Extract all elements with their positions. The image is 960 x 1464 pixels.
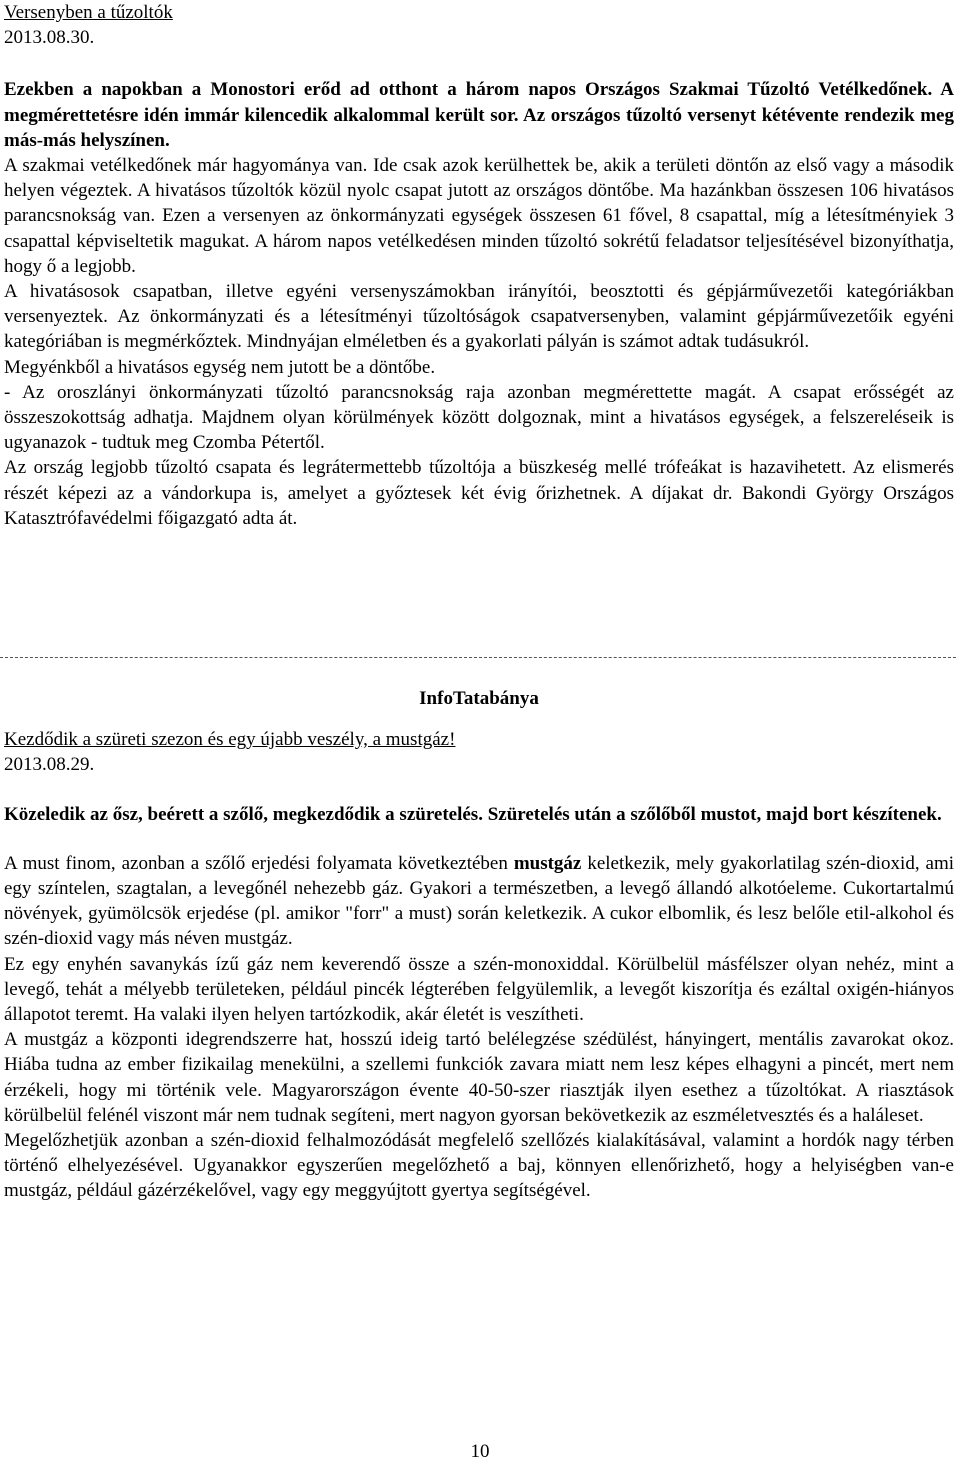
article-title-link[interactable]: Kezdődik a szüreti szezon és egy újabb veszély, a mustgáz! — [4, 729, 456, 751]
article-date: 2013.08.29. — [4, 754, 95, 776]
article-date: 2013.08.30. — [4, 27, 95, 49]
article-paragraph: Megyénkből a hivatásos egység nem jutott be a döntőbe. — [4, 356, 436, 378]
paragraph-text: keletkezik, mely gyakorlatilag szén-dioxid, ami egy színtelen, szagtalan, a levegőnél nehezebb gáz. Gyakori a természetben, a levegő állandó alkotóeleme. Cukortartalmú növények, gyümölcsök erjedése (pl. amikor "forr" a must) során keletkezik. A cukor elbomlik, és lesz belőle etil-alkohol és szén-dioxid vagy más néven mustgáz. — [4, 852, 954, 950]
article-bottom — [4, 686, 954, 1204]
article-top — [4, 0, 954, 531]
article-paragraph: A hivatásosok csapatban, illetve egyéni versenyszámokban irányítói, beosztotti és gépjárművezetői kategóriákban versenyeztek. Az önkormányzati és a létesítményi tűzoltóságok csapatversenyben, valamint gépjárművezetőik egyéni kategóriában is megmérkőztek. Mindnyájan elméletben és a gyakorlati pályán is számot adtak tudásukról. — [4, 281, 954, 353]
article-paragraph: Az ország legjobb tűzoltó csapata és legrátermettebb tűzoltója a büszkeség mellé trófeákat is hazavihetett. Az elismerés részét képezi az a vándorkupa is, amelyet a győztesek két évig őrizhetnek. A díjakat dr. Bakondi György Országos Katasztrófavédelmi főigazgató adta át. — [4, 457, 954, 529]
article-title-link[interactable]: Versenyben a tűzoltók — [4, 2, 173, 23]
article-paragraph: A szakmai vetélkedőnek már hagyománya van. Ide csak azok kerülhettek be, akik a területi döntőn az első vagy a második helyen végeztek. A hivatásos tűzoltók közül nyolc csapat jutott az országos döntőbe. Ma hazánkban összesen 106 hivatásos parancsnokság van. Ezen a versenyen az önkormányzati egységek összesen 61 fővel, 8 csapattal, míg a létesítményiek 3 csapattal képviseltetik magukat. A három napos vetélkedésen minden tűzoltó sokrétű feladatsor teljesítésével bizonyíthatja, hogy ő a legjobb. — [4, 155, 954, 277]
bold-keyword: mustgáz — [513, 852, 582, 874]
publisher-heading: InfoTatabánya — [419, 688, 539, 709]
article-lead: Ezekben a napokban a Monostori erőd ad otthont a három napos Országos Szakmai Tűzoltó Vetélkedőnek. A megmérettetésre idén immár kilencedik alkalommal került sor. Az országos tűzoltó versenyt kétévente rendezik meg más-más helyszínen. — [4, 79, 954, 151]
article-paragraph: Ez egy enyhén savanykás ízű gáz nem keverendő össze a szén-monoxiddal. Körülbelül másfélszer olyan nehéz, mint a levegő, tehát a mélyebb területeken, például pincék légterében felgyülemlik, a levegőt kiszorítja és ezáltal oxigén-hiányos állapotot teremt. Ha valaki ilyen helyen tartózkodik, akár életét is veszítheti. — [4, 953, 954, 1026]
spacer — [4, 827, 954, 851]
section-divider — [0, 657, 956, 658]
article-paragraph: A mustgáz a központi idegrendszerre hat, hosszú ideig tartó belélegzése szédülést, hányingert, mentális zavarokat okoz. Hiába tudna az ember fizikailag menekülni, a szellemi funkciók zavara miatt nem lesz képes elhagyni a pincét, mert nem érzékeli, hogy mi történik vele. Magyarországon évente 40-50-szer riasztják ilyen esethez a tűzoltókat. A riasztások körülbelül felénél viszont már nem tudnak segíteni, mert nagyon gyorsan bekövetkezik az eszméletvesztés és a haláleset. — [4, 1029, 954, 1126]
article-paragraph: - Az oroszlányi önkormányzati tűzoltó parancsnokság raja azonban megmérettette magát. A csapat erősségét az összeszokottság adhatja. Majdnem olyan körülmények között dolgoznak, mint a hivatásos egységek, a felszereléseik is ugyanazok - tudtuk meg Czomba Pétertől. — [4, 381, 954, 454]
article-lead: Közeledik az ősz, beérett a szőlő, megkezdődik a szüretelés. Szüretelés után a szőlőből mustot, majd bort készítenek. — [4, 803, 942, 825]
article-paragraph: Megelőzhetjük azonban a szén-dioxid felhalmozódását megfelelő szellőzés kialakításával, valamint a hordók nagy térben történő elhelyezésével. Ugyanakkor egyszerűen megelőzhető a baj, könnyen ellenőrizhető, hogy a helyiségben van-e mustgáz, például gázérzékelővel, vagy egy meggyújtott gyertya segítségével. — [4, 1130, 954, 1202]
article-paragraph — [4, 851, 954, 952]
paragraph-text: A must finom, azonban a szőlő erjedési folyamata következtében — [4, 852, 514, 874]
page-number: 10 — [470, 1441, 490, 1462]
spacer — [4, 50, 954, 77]
spacer — [4, 778, 954, 802]
